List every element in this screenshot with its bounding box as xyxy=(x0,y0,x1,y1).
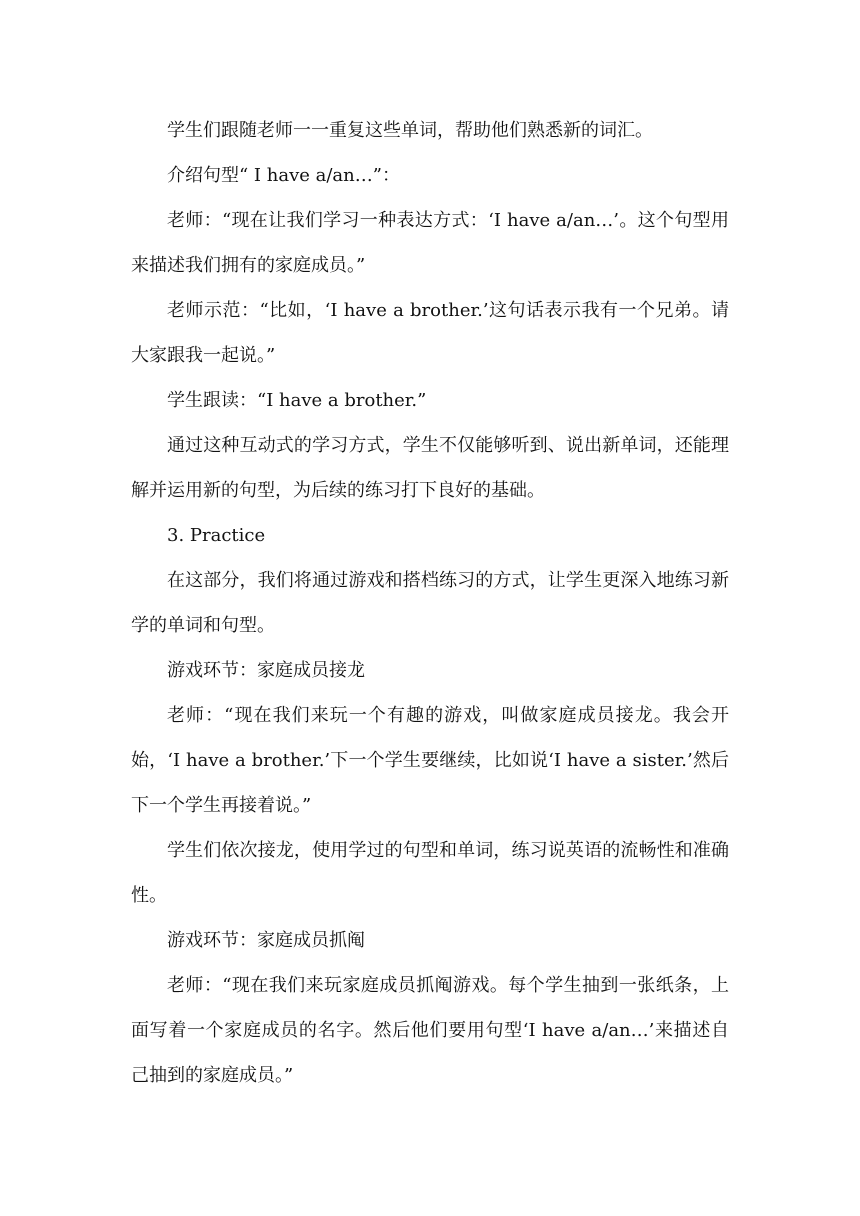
document-body xyxy=(131,108,729,1098)
paragraph-repeat-words: 学生们跟随老师一一重复这些单词，帮助他们熟悉新的词汇。 xyxy=(167,120,653,141)
paragraph-game-chain-teacher: 老师：“现在我们来玩一个有趣的游戏，叫做家庭成员接龙。我会开始，‘I have a brother.’下一个学生要继续，比如说‘I have a sister.’然后下一个学生再接着说。” xyxy=(131,705,729,816)
paragraph-game-chain-students: 学生们依次接龙，使用学过的句型和单词，练习说英语的流畅性和准确性。 xyxy=(131,840,729,906)
paragraph-teacher-explains: 老师：“现在让我们学习一种表达方式：‘I have a/an…’。这个句型用来描述我们拥有的家庭成员。” xyxy=(131,210,729,276)
paragraph-teacher-demo: 老师示范：“比如，‘I have a brother.’这句话表示我有一个兄弟。请大家跟我一起说。” xyxy=(131,300,729,366)
paragraph-introduce-pattern: 介绍句型“ I have a/an…”： xyxy=(167,165,400,186)
subheading-game-draw: 游戏环节：家庭成员抓阄 xyxy=(167,930,365,951)
paragraph-game-draw-teacher: 老师：“现在我们来玩家庭成员抓阄游戏。每个学生抽到一张纸条，上面写着一个家庭成员的名字。然后他们要用句型‘I have a/an…’来描述自己抽到的家庭成员。” xyxy=(131,975,729,1086)
subheading-game-chain: 游戏环节：家庭成员接龙 xyxy=(167,660,365,681)
paragraph-practice-intro: 在这部分，我们将通过游戏和搭档练习的方式，让学生更深入地练习新学的单词和句型。 xyxy=(131,570,729,636)
paragraph-interactive-learning: 通过这种互动式的学习方式，学生不仅能够听到、说出新单词，还能理解并运用新的句型，为后续的练习打下良好的基础。 xyxy=(131,435,729,501)
section-heading-practice: 3. Practice xyxy=(167,525,266,546)
paragraph-students-repeat: 学生跟读：“I have a brother.” xyxy=(167,390,427,411)
